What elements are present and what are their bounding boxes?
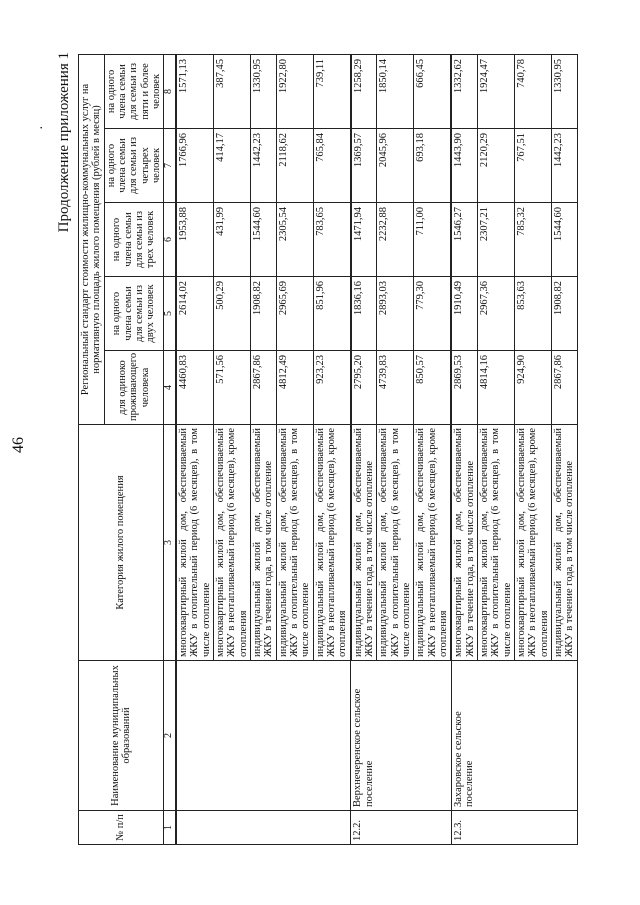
- value-cell: 2120,29: [477, 129, 514, 203]
- header-standard: Региональный стандарт стоимости жилищно-коммунальных услуг на нормативную площадь жилого помещения (рублей в месяц): [79, 54, 105, 424]
- standards-table: [78, 54, 578, 845]
- value-cell: 431,99: [214, 203, 251, 277]
- municipality-name: Верхнечеренское сельское поселение: [351, 661, 452, 811]
- municipality-name: Захаровское сельское поселение: [451, 661, 577, 811]
- header-col5: на одного члена семьи для семьи из двух человек: [104, 277, 164, 351]
- value-cell: 4460,83: [176, 351, 213, 425]
- header-col4: для одиноко проживающего человека: [104, 351, 164, 425]
- category-cell: индивидуальный жилой дом, обеспечиваемый ЖКУ в неотапливаемый период (6 месяцев), кроме отопления: [414, 425, 451, 661]
- value-cell: 4739,83: [377, 351, 414, 425]
- value-cell: 1442,23: [251, 129, 277, 203]
- column-number: 6: [164, 203, 176, 277]
- value-cell: 1953,88: [176, 203, 213, 277]
- value-cell: 1544,60: [251, 203, 277, 277]
- value-cell: 851,96: [313, 277, 350, 351]
- value-cell: 2232,88: [377, 203, 414, 277]
- category-cell: индивидуальный жилой дом, обеспечиваемый ЖКУ в течение года, в том числе отопление: [351, 425, 377, 661]
- value-cell: 500,29: [214, 277, 251, 351]
- value-cell: 387,45: [214, 54, 251, 128]
- value-cell: 853,63: [514, 277, 551, 351]
- appendix-caption: Продолжение приложения 1: [56, 52, 72, 233]
- column-number: 4: [164, 351, 176, 425]
- value-cell: 739,11: [313, 54, 350, 128]
- value-cell: 2045,96: [377, 129, 414, 203]
- value-cell: 1442,23: [551, 129, 577, 203]
- value-cell: 2118,62: [276, 129, 313, 203]
- value-cell: 693,18: [414, 129, 451, 203]
- column-number: 8: [164, 54, 176, 128]
- value-cell: 1369,57: [351, 129, 377, 203]
- value-cell: 1546,27: [451, 203, 477, 277]
- table-row: [351, 54, 377, 844]
- value-cell: 1471,94: [351, 203, 377, 277]
- value-cell: 1766,96: [176, 129, 213, 203]
- row-number: 12.3.: [451, 811, 577, 845]
- value-cell: 924,90: [514, 351, 551, 425]
- value-cell: 2307,21: [477, 203, 514, 277]
- value-cell: 1908,82: [251, 277, 277, 351]
- value-cell: 1258,29: [351, 54, 377, 128]
- value-cell: 1443,90: [451, 129, 477, 203]
- value-cell: 2795,20: [351, 351, 377, 425]
- column-number: 5: [164, 277, 176, 351]
- value-cell: 850,57: [414, 351, 451, 425]
- category-cell: индивидуальный жилой дом, обеспечиваемый ЖКУ в отопительный период (6 месяцев), в том числе отопление: [276, 425, 313, 661]
- category-cell: многоквартирный жилой дом, обеспечиваемый ЖКУ в отопительный период (6 месяцев), в том числе отопление: [477, 425, 514, 661]
- value-cell: 1850,14: [377, 54, 414, 128]
- value-cell: 765,84: [313, 129, 350, 203]
- header-category: Категория жилого помещения: [79, 425, 164, 661]
- value-cell: 1924,47: [477, 54, 514, 128]
- value-cell: 571,56: [214, 351, 251, 425]
- value-cell: 783,65: [313, 203, 350, 277]
- category-cell: индивидуальный жилой дом, обеспечиваемый ЖКУ в неотапливаемый период (6 месяцев), кроме отопления: [313, 425, 350, 661]
- value-cell: 2867,86: [251, 351, 277, 425]
- column-number: 3: [164, 425, 176, 661]
- value-cell: 1330,95: [251, 54, 277, 128]
- category-cell: индивидуальный жилой дом, обеспечиваемый ЖКУ в отопительный период (6 месяцев), в том числе отопление: [377, 425, 414, 661]
- category-cell: индивидуальный жилой дом, обеспечиваемый ЖКУ в течение года, в том числе отопление: [551, 425, 577, 661]
- column-number: 2: [164, 661, 176, 811]
- header-no: № п/п: [79, 811, 164, 845]
- header-col7: на одного члена семьи для семьи из четырех человек: [104, 129, 164, 203]
- stray-dot: ·: [35, 125, 50, 130]
- value-cell: 785,32: [514, 203, 551, 277]
- value-cell: 2893,03: [377, 277, 414, 351]
- value-cell: 2305,54: [276, 203, 313, 277]
- header-row-1: [79, 54, 105, 844]
- row-number: [176, 811, 351, 845]
- value-cell: 740,78: [514, 54, 551, 128]
- column-number-row: [164, 54, 176, 844]
- value-cell: 4812,49: [276, 351, 313, 425]
- value-cell: 666,45: [414, 54, 451, 128]
- page-number: 46: [10, 437, 27, 453]
- column-number: 1: [164, 811, 176, 845]
- municipality-name: [176, 661, 351, 811]
- value-cell: 1544,60: [551, 203, 577, 277]
- table-row: [451, 54, 477, 844]
- column-number: 7: [164, 129, 176, 203]
- value-cell: 2869,53: [451, 351, 477, 425]
- value-cell: 2614,02: [176, 277, 213, 351]
- value-cell: 414,17: [214, 129, 251, 203]
- row-number: 12.2.: [351, 811, 452, 845]
- value-cell: 2867,86: [551, 351, 577, 425]
- value-cell: 1332,62: [451, 54, 477, 128]
- category-cell: индивидуальный жилой дом, обеспечиваемый ЖКУ в течение года, в том числе отопление: [251, 425, 277, 661]
- value-cell: 1910,49: [451, 277, 477, 351]
- category-cell: многоквартирный жилой дом, обеспечиваемый ЖКУ в отопительный период (6 месяцев), в том числе отопление: [176, 425, 213, 661]
- value-cell: 1330,95: [551, 54, 577, 128]
- category-cell: многоквартирный жилой дом, обеспечиваемый ЖКУ в неотапливаемый период (6 месяцев), кроме отопления: [514, 425, 551, 661]
- category-cell: многоквартирный жилой дом, обеспечиваемый ЖКУ в течение года, в том числе отопление: [451, 425, 477, 661]
- value-cell: 1922,80: [276, 54, 313, 128]
- header-col8: на одного члена семьи для семьи из пяти и более человек: [104, 54, 164, 128]
- value-cell: 779,30: [414, 277, 451, 351]
- value-cell: 2965,69: [276, 277, 313, 351]
- value-cell: 711,00: [414, 203, 451, 277]
- table-row: [176, 54, 213, 844]
- value-cell: 1571,13: [176, 54, 213, 128]
- category-cell: многоквартирный жилой дом, обеспечиваемый ЖКУ в неотапливаемый период (6 месяцев), кроме отопления: [214, 425, 251, 661]
- value-cell: 767,51: [514, 129, 551, 203]
- header-municipality: Наименование муниципальных образований: [79, 661, 164, 811]
- value-cell: 1908,82: [551, 277, 577, 351]
- value-cell: 4814,16: [477, 351, 514, 425]
- value-cell: 923,23: [313, 351, 350, 425]
- header-col6: на одного члена семьи для семьи из трех человек: [104, 203, 164, 277]
- value-cell: 2967,36: [477, 277, 514, 351]
- value-cell: 1836,16: [351, 277, 377, 351]
